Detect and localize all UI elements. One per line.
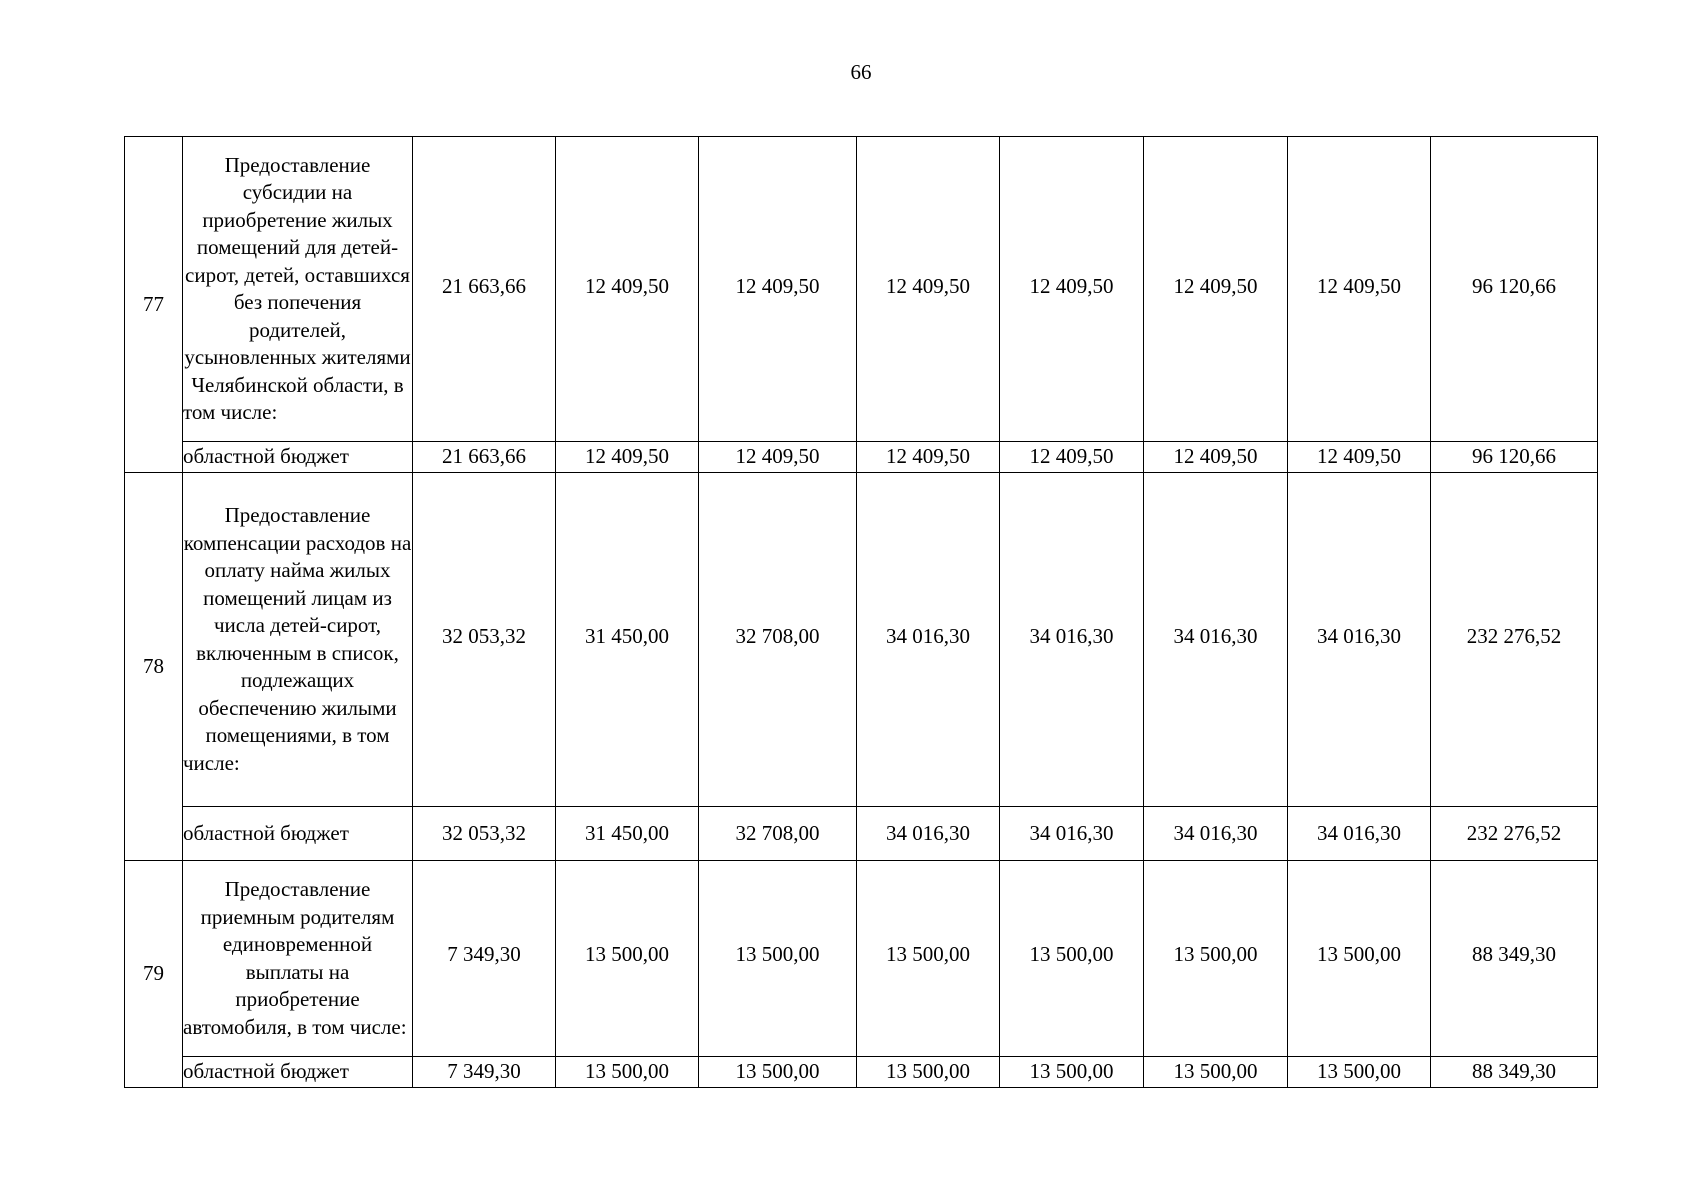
row-description: Предоставление приемным родителям единовременной выплаты на приобретение автомобиля, в том числе: xyxy=(183,861,413,1057)
value-cell: 12 409,50 xyxy=(857,137,1000,442)
total-cell: 88 349,30 xyxy=(1431,1057,1598,1088)
value-cell: 13 500,00 xyxy=(857,1057,1000,1088)
total-cell: 232 276,52 xyxy=(1431,473,1598,807)
budget-table xyxy=(124,136,1598,1088)
funding-source-label: областной бюджет xyxy=(183,807,413,861)
row-description: Предоставление субсидии на приобретение жилых помещений для детей-сирот, детей, оставшихся без попечения родителей, усыновленных жителями Челябинской области, в том числе: xyxy=(183,137,413,442)
row-number: 79 xyxy=(125,861,183,1088)
value-cell: 12 409,50 xyxy=(1000,137,1144,442)
value-cell: 12 409,50 xyxy=(556,442,699,473)
value-cell: 21 663,66 xyxy=(413,137,556,442)
value-cell: 7 349,30 xyxy=(413,1057,556,1088)
total-cell: 232 276,52 xyxy=(1431,807,1598,861)
page-number: 66 xyxy=(850,60,872,84)
value-cell: 12 409,50 xyxy=(1288,442,1431,473)
value-cell: 12 409,50 xyxy=(857,442,1000,473)
value-cell: 12 409,50 xyxy=(699,442,857,473)
value-cell: 32 053,32 xyxy=(413,807,556,861)
value-cell: 12 409,50 xyxy=(556,137,699,442)
value-cell: 12 409,50 xyxy=(1144,137,1288,442)
value-cell: 12 409,50 xyxy=(699,137,857,442)
total-cell: 96 120,66 xyxy=(1431,137,1598,442)
table-row-source xyxy=(125,1057,1598,1088)
value-cell: 13 500,00 xyxy=(1288,861,1431,1057)
value-cell: 34 016,30 xyxy=(1288,473,1431,807)
value-cell: 32 053,32 xyxy=(413,473,556,807)
value-cell: 12 409,50 xyxy=(1288,137,1431,442)
total-cell: 96 120,66 xyxy=(1431,442,1598,473)
value-cell: 13 500,00 xyxy=(1000,1057,1144,1088)
value-cell: 13 500,00 xyxy=(1144,1057,1288,1088)
funding-source-label: областной бюджет xyxy=(183,1057,413,1088)
row-description: Предоставление компенсации расходов на оплату найма жилых помещений лицам из числа детей-сирот, включенным в список, подлежащих обеспечению жилыми помещениями, в том числе: xyxy=(183,473,413,807)
value-cell: 12 409,50 xyxy=(1000,442,1144,473)
value-cell: 34 016,30 xyxy=(1144,473,1288,807)
value-cell: 34 016,30 xyxy=(857,473,1000,807)
table-row xyxy=(125,473,1598,807)
value-cell: 32 708,00 xyxy=(699,473,857,807)
value-cell: 13 500,00 xyxy=(1144,861,1288,1057)
value-cell: 13 500,00 xyxy=(556,861,699,1057)
value-cell: 34 016,30 xyxy=(857,807,1000,861)
table-row xyxy=(125,137,1598,442)
value-cell: 13 500,00 xyxy=(857,861,1000,1057)
value-cell: 31 450,00 xyxy=(556,807,699,861)
value-cell: 13 500,00 xyxy=(1288,1057,1431,1088)
value-cell: 34 016,30 xyxy=(1288,807,1431,861)
value-cell: 21 663,66 xyxy=(413,442,556,473)
table-row-source xyxy=(125,807,1598,861)
funding-source-label: областной бюджет xyxy=(183,442,413,473)
value-cell: 13 500,00 xyxy=(1000,861,1144,1057)
value-cell: 31 450,00 xyxy=(556,473,699,807)
value-cell: 34 016,30 xyxy=(1144,807,1288,861)
value-cell: 13 500,00 xyxy=(699,1057,857,1088)
value-cell: 13 500,00 xyxy=(699,861,857,1057)
value-cell: 34 016,30 xyxy=(1000,473,1144,807)
value-cell: 7 349,30 xyxy=(413,861,556,1057)
row-number: 78 xyxy=(125,473,183,861)
row-number: 77 xyxy=(125,137,183,473)
value-cell: 12 409,50 xyxy=(1144,442,1288,473)
value-cell: 34 016,30 xyxy=(1000,807,1144,861)
total-cell: 88 349,30 xyxy=(1431,861,1598,1057)
table-row-source xyxy=(125,442,1598,473)
value-cell: 32 708,00 xyxy=(699,807,857,861)
table-row xyxy=(125,861,1598,1057)
value-cell: 13 500,00 xyxy=(556,1057,699,1088)
